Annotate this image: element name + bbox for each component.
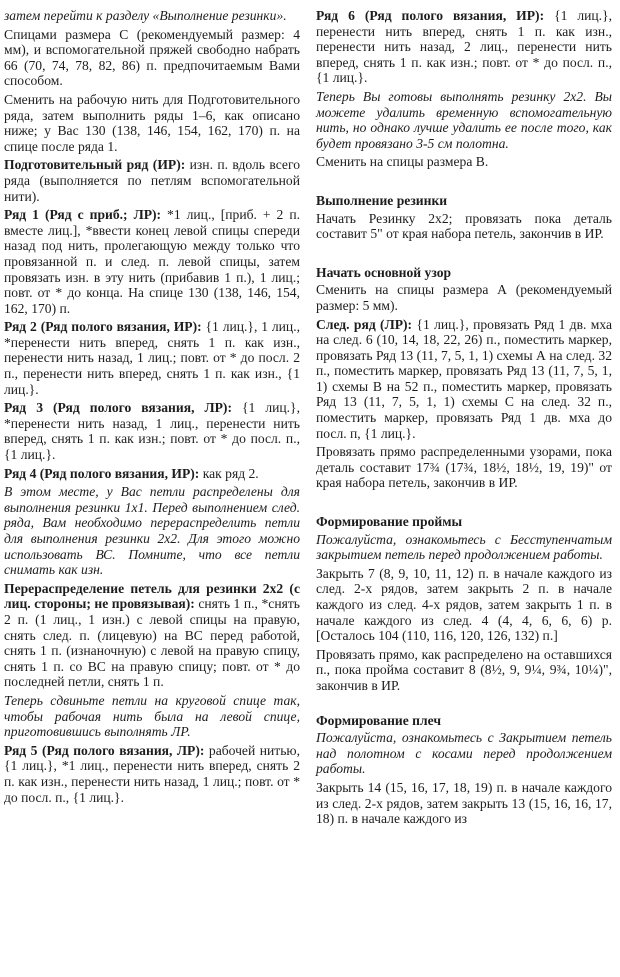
paragraph: Сменить на спицы размера А (рекомендуемый размер: 5 мм).	[316, 282, 612, 313]
paragraph: Провязать прямо, как распределено на оставшихся п., пока пройма составит 8 (8½, 9, 9¼, 9¾, 10¼)", закончив в ИР.	[316, 646, 612, 693]
paragraph: Провязать прямо распределенными узорами, пока деталь составит 17¾ (17¾, 18½, 18½, 19, 19)" от края набора петель, закончив в ИР.	[316, 444, 612, 491]
spacer	[316, 245, 612, 265]
row-text: снять 1 п., *снять 2 п. (1 лиц., 1 изн.) с левой спицы на правую, снять след. п. (лицевую) на ВС перед работой, снять 1 п. (изнаночную) с левой на правую спицу, снять 1 п. со ВС на правую спицу; повт. от * до последней петли, снять 1 п.	[4, 596, 300, 690]
paragraph: Закрыть 14 (15, 16, 17, 18, 19) п. в начале каждого из след. 2-х рядов, затем закрыть 13 (15, 16, 16, 17, 18) п. в начале каждого из	[316, 779, 612, 827]
instruction-paragraph	[4, 743, 300, 805]
paragraph: Сменить на спицы размера В.	[316, 154, 489, 170]
spacer	[316, 494, 612, 514]
section-heading: Выполнение резинки	[316, 192, 448, 208]
row-text: {1 лиц.}, перенести нить вперед, снять 1 п. как изн., перенести нить назад, 2 лиц., перенести нить вперед, снять 1 п. как изн.; повт. от * до посл. п., {1 лиц.}.	[316, 8, 612, 86]
italic-note: Теперь сдвиньте петли на круговой спице так, чтобы рабочая нить была на левой спице, приготовившись выполнять ЛР.	[4, 692, 300, 740]
paragraph: Сменить на рабочую нить для Подготовительного ряда, затем выполнить ряды 1–6, как описано ниже; у Вас 130 (138, 146, 154, 162, 170) п. на спице после ряда 1.	[4, 91, 300, 154]
spacer	[316, 697, 612, 713]
right-column	[316, 8, 612, 830]
row-heading: Ряд 2 (Ряд полого вязания, ИР):	[4, 319, 202, 335]
row-heading: Ряд 5 (Ряд полого вязания, ЛР):	[4, 742, 205, 758]
instruction-paragraph	[316, 317, 612, 442]
paragraph: Начать Резинку 2x2; провязать пока деталь составит 5" от края набора петель, закончив в ИР.	[316, 210, 612, 242]
row-text: изн. п. вдоль всего ряда (выполняется по петлям вспомогательной нити).	[4, 157, 300, 204]
row-text: как ряд 2.	[199, 465, 259, 481]
spacer	[316, 173, 612, 193]
instruction-paragraph	[316, 8, 612, 86]
row-text: рабочей нитью, {1 лиц.}, *1 лиц., перенести нить вперед, снять 2 п. как изн., перенести нить назад, 1 лиц.; повт. от * до посл. п., {1 лиц.}.	[4, 742, 300, 805]
section-heading: Начать основной узор	[316, 264, 452, 280]
italic-note: затем перейти к разделу «Выполнение резинки».	[4, 8, 287, 23]
row-heading: Подготовительный ряд (ИР):	[4, 157, 186, 173]
italic-note: В этом месте, у Вас петли распределены для выполнения резинки 1x1. Перед выполнением след. ряда, Вам необходимо перераспределить петли для выполнения резинки 2x2. Для этого можно использовать ВС. Помните, что все петли снимать как изн.	[4, 484, 300, 578]
section-heading: Формирование проймы	[316, 514, 463, 530]
italic-note: Теперь Вы готовы выполнять резинку 2x2. Вы можете удалить временную вспомогательную нить, но однако лучше удалить ее после того, как будет провязано 3-5 см полотна.	[316, 88, 612, 151]
paragraph: Спицами размера С (рекомендуемый размер: 4 мм), и вспомогательной пряжей свободно набрать 66 (70, 74, 78, 82, 86) п. предпочитаемым Вами способом.	[4, 26, 300, 89]
instruction-paragraph	[4, 319, 300, 397]
section-heading: Формирование плеч	[316, 712, 441, 728]
row-text: {1 лиц.}, 1 лиц., *перенести нить вперед, снять 1 п. как изн., перенести нить назад, 1 лиц.; повт. от * до посл. 2 п., перенести нить вперед, снять 1 п. как изн., {1 лиц.}.	[4, 319, 300, 397]
row-heading: Ряд 1 (Ряд с приб.; ЛР):	[4, 207, 162, 223]
instruction-paragraph	[4, 581, 300, 690]
row-heading: Ряд 3 (Ряд полого вязания, ЛР):	[4, 400, 232, 416]
row-heading: Перераспределение петель для резинки 2x2 (с лиц. стороны; не провязывая):	[4, 580, 300, 612]
instruction-paragraph	[4, 400, 300, 462]
left-column	[4, 8, 300, 808]
row-text: *1 лиц., [приб. + 2 п. вместе лиц.], *ввести конец левой спицы спереди назад под нить, пролегающую между только что провязанной п. и след. п. левой спицы, затем провязать изн. в эту нить (прибавив 1 п.), 1 лиц.; повт. от * до конца. На спице 130 (138, 146, 154, 162, 170) п.	[4, 207, 300, 316]
row-text: {1 лиц.}, *перенести нить назад, 1 лиц., перенести нить вперед, снять 1 п. как изн.; повт. от * до посл. п., {1 лиц.}.	[4, 400, 300, 463]
italic-note: Пожалуйста, ознакомьтесь с Закрытием петель над полотном с косами перед продолжением работы.	[316, 730, 612, 777]
row-heading: Ряд 6 (Ряд полого вязания, ИР):	[316, 8, 545, 23]
instruction-paragraph	[4, 207, 300, 316]
row-text: {1 лиц.}, провязать Ряд 1 дв. мха на след. 6 (10, 14, 18, 22, 26) п., поместить маркер, провязать Ряд 13 (11, 7, 5, 1, 1) схемы А на след. 32 п., поместить маркер, провязать Ряд 13 (11, 7, 5, 1, 1) схемы В на 52 п., поместить маркер, провязать Ряд 13 (11, 7, 5, 1, 1) схемы С на след. 32 п., поместить маркер, провязать Ряд 1 дв. мха до посл. п, {1 лиц.}.	[316, 316, 613, 441]
row-heading: След. ряд (ЛР):	[316, 316, 413, 332]
italic-note: Пожалуйста, ознакомьтесь с Бесступенчатым закрытием петель перед продолжением работы.	[316, 531, 612, 563]
paragraph: Закрыть 7 (8, 9, 10, 11, 12) п. в начале каждого из след. 2-х рядов, затем закрыть 2 п. в начале каждого из след. 4-х рядов, затем закрыть 1 п. в начале каждого из след. 4 (4, 4, 6, 6, 6) р. [Осталось 104 (110, 116, 120, 126, 132) п.]	[316, 565, 612, 644]
instruction-paragraph	[4, 157, 300, 204]
instruction-paragraph	[4, 466, 300, 482]
row-heading: Ряд 4 (Ряд полого вязания, ИР):	[4, 465, 200, 481]
